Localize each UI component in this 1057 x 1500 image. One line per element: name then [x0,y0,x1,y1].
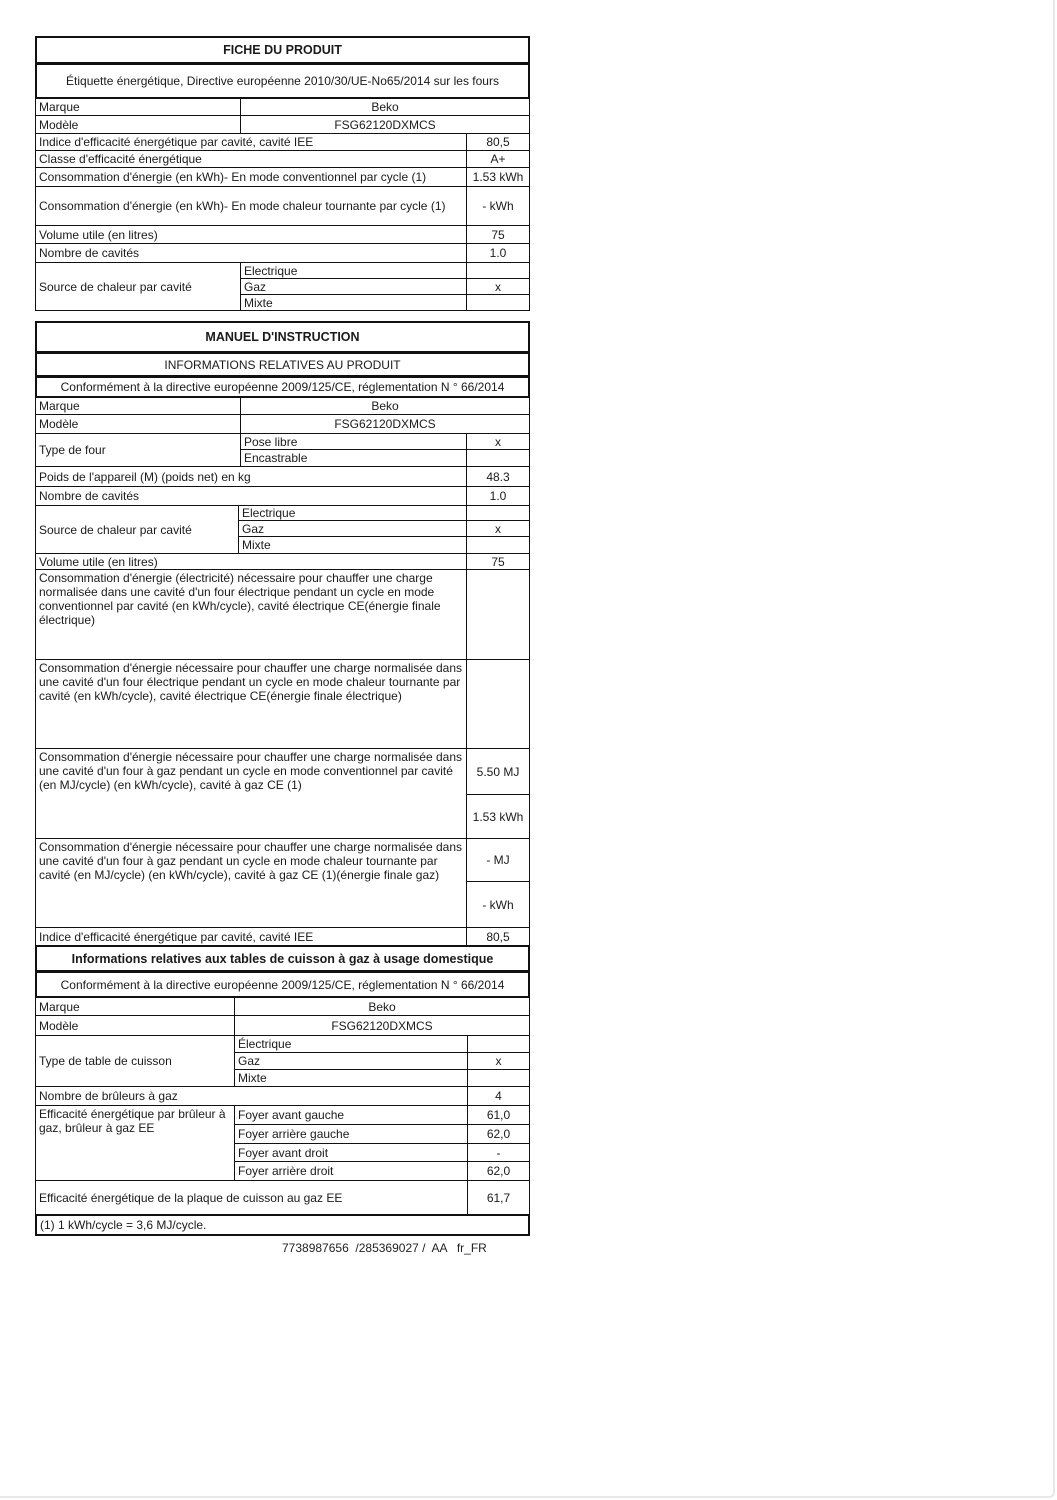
cuisson-modele-label: Modèle [35,1015,236,1036]
manuel-source-mark [466,536,530,554]
fiche-source-option: Mixte [240,294,468,311]
fiche-row-value: - kWh [466,186,530,226]
fiche-source-option: Gaz [240,278,468,295]
manuel-source-option: Mixte [238,536,468,554]
manuel-source-mark [466,505,530,521]
cuisson-foyer-label: Foyer arrière droit [234,1161,469,1181]
cuisson-directive: Conformément à la directive européenne 2009/125/CE, réglementation N ° 66/2014 [35,971,530,998]
manuel-source-mark: x [466,520,530,537]
manuel-cavites-value: 1.0 [466,486,530,506]
manuel-conso-gaz-tour-label: Consommation d'énergie nécessaire pour chauffer une charge normalisée dans une cavité d'un four à gaz pendant un cycle en mode chaleur tournante par cavité (en MJ/cycle) (en kWh/cycle), cavité à gaz CE (1)(énergie finale gaz) [35,838,468,928]
cuisson-bruleurs-label: Nombre de brûleurs à gaz [35,1086,469,1106]
manuel-type-four-mark [466,449,530,467]
cuisson-foyer-value: 62,0 [467,1161,530,1181]
cuisson-type-mark [467,1069,530,1087]
cuisson-foyer-value: - [467,1143,530,1162]
manuel-type-four-option: Pose libre [240,433,468,450]
cuisson-eff-bruleur-label: Efficacité énergétique par brûleur à gaz, brûleur à gaz EE [35,1105,236,1181]
cuisson-eff-plaque-value: 61,7 [467,1180,530,1215]
fiche-row-label: Consommation d'énergie (en kWh)- En mode conventionnel par cycle (1) [35,167,468,187]
manuel-directive: Conformément à la directive européenne 2009/125/CE, réglementation N ° 66/2014 [35,376,530,398]
manuel-source-option: Gaz [238,520,468,537]
cuisson-type-option: Gaz [234,1052,469,1070]
cuisson-marque-label: Marque [35,997,236,1016]
manuel-type-four-option: Encastrable [240,449,468,467]
fiche-row-value: 1.0 [466,243,530,263]
fiche-row-value: 75 [466,225,530,244]
manuel-type-four-label: Type de four [35,433,242,467]
manuel-conso-elec-tour-label: Consommation d'énergie nécessaire pour chauffer une charge normalisée dans une cavité d'un four électrique pendant un cycle en mode chaleur tournante par cavité (en kWh/cycle), cavité électrique CE(énergie finale électrique) [35,659,468,749]
cuisson-bruleurs-value: 4 [467,1086,530,1106]
fiche-row-label: Volume utile (en litres) [35,225,468,244]
manuel-source-option: Electrique [238,505,468,521]
cuisson-type-mark: x [467,1052,530,1070]
cuisson-type-option: Mixte [234,1069,469,1087]
fiche-marque-value: Beko [240,98,530,116]
document-reference: 7738987656 /285369027 / AA fr_FR [282,1241,487,1255]
manuel-source-label: Source de chaleur par cavité [35,505,240,554]
cuisson-foyer-label: Foyer avant gauche [234,1105,469,1125]
cuisson-note: (1) 1 kWh/cycle = 3,6 MJ/cycle. [35,1214,530,1236]
manuel-subtitle: INFORMATIONS RELATIVES AU PRODUIT [35,352,530,377]
fiche-marque-label: Marque [35,98,242,116]
manuel-modele-label: Modèle [35,414,242,434]
manuel-iee-label: Indice d'efficacité énergétique par cavité, cavité IEE [35,927,468,946]
cuisson-type-label: Type de table de cuisson [35,1035,236,1087]
manuel-volume-value: 75 [466,553,530,570]
manuel-conso-gaz-conv-kwh: 1.53 kWh [466,794,530,839]
fiche-source-mark [466,262,530,279]
cuisson-foyer-label: Foyer arrière gauche [234,1124,469,1144]
fiche-source-mark [466,294,530,311]
cuisson-foyer-value: 61,0 [467,1105,530,1125]
manuel-conso-elec-conv-label: Consommation d'énergie (électricité) nécessaire pour chauffer une charge normalisée dans une cavité d'un four électrique pendant un cycle en mode conventionnel par cavité (en kWh/cycle), cavité électrique CE(énergie finale électrique) [35,569,468,660]
manuel-title: MANUEL D'INSTRUCTION [35,321,530,353]
manuel-conso-elec-conv-value [466,569,530,660]
manuel-conso-elec-tour-value [466,659,530,749]
cuisson-modele-value: FSG62120DXMCS [234,1015,530,1036]
fiche-row-label: Indice d'efficacité énergétique par cavité, cavité IEE [35,133,468,151]
manuel-poids-label: Poids de l'appareil (M) (poids net) en kg [35,466,468,487]
manuel-conso-gaz-conv-mj: 5.50 MJ [466,748,530,795]
cuisson-type-mark [467,1035,530,1053]
fiche-row-label: Nombre de cavités [35,243,468,263]
cuisson-foyer-value: 62,0 [467,1124,530,1144]
fiche-modele-label: Modèle [35,115,242,134]
cuisson-marque-value: Beko [234,997,530,1016]
fiche-modele-value: FSG62120DXMCS [240,115,530,134]
cuisson-eff-plaque-label: Efficacité énergétique de la plaque de cuisson au gaz EE [35,1180,469,1215]
fiche-row-value: 1.53 kWh [466,167,530,187]
manuel-conso-gaz-tour-kwh: - kWh [466,881,530,928]
fiche-row-label: Consommation d'énergie (en kWh)- En mode chaleur tournante par cycle (1) [35,186,468,226]
fiche-title: FICHE DU PRODUIT [35,36,530,64]
fiche-subtitle: Étiquette énergétique, Directive européenne 2010/30/UE-No65/2014 sur les fours [35,63,530,99]
fiche-row-value: A+ [466,150,530,168]
fiche-source-label: Source de chaleur par cavité [35,262,242,311]
manuel-marque-value: Beko [240,397,530,415]
manuel-modele-value: FSG62120DXMCS [240,414,530,434]
manuel-poids-value: 48.3 [466,466,530,487]
manuel-cavites-label: Nombre de cavités [35,486,468,506]
cuisson-type-option: Électrique [234,1035,469,1053]
cuisson-foyer-label: Foyer avant droit [234,1143,469,1162]
fiche-source-mark: x [466,278,530,295]
manuel-volume-label: Volume utile (en litres) [35,553,468,570]
manuel-conso-gaz-conv-label: Consommation d'énergie nécessaire pour chauffer une charge normalisée dans une cavité d'un four à gaz pendant un cycle en mode conventionnel par cavité (en MJ/cycle) (en kWh/cycle), cavité à gaz CE (1) [35,748,468,839]
manuel-conso-gaz-tour-mj: - MJ [466,838,530,882]
manuel-iee-value: 80,5 [466,927,530,946]
fiche-row-value: 80,5 [466,133,530,151]
manuel-marque-label: Marque [35,397,242,415]
fiche-source-option: Electrique [240,262,468,279]
manuel-type-four-mark: x [466,433,530,450]
cuisson-title: Informations relatives aux tables de cuisson à gaz à usage domestique [35,945,530,972]
fiche-row-label: Classe d'efficacité énergétique [35,150,468,168]
